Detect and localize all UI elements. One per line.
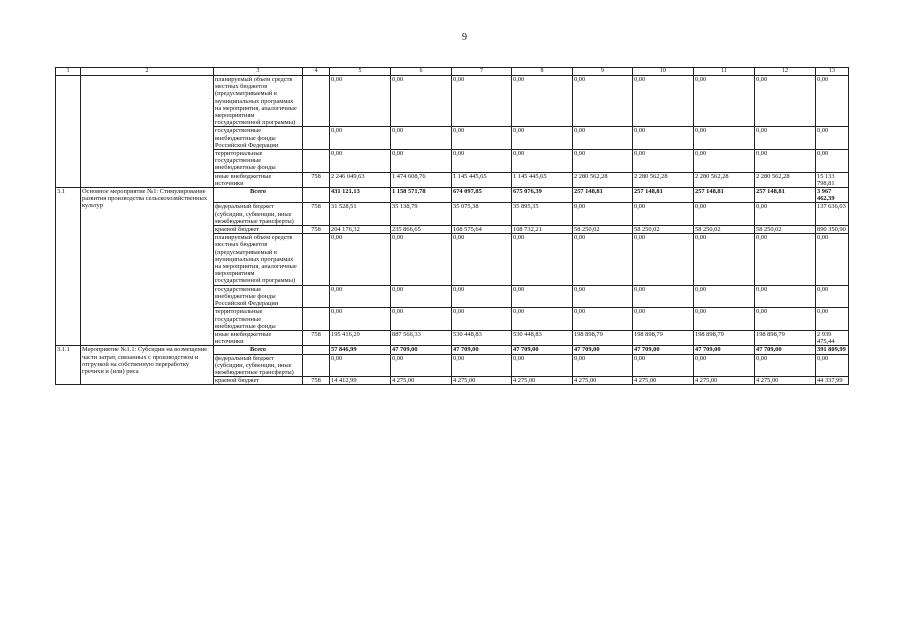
total-amount-cell: 431 121,13 — [330, 188, 391, 203]
budget-code — [303, 76, 330, 127]
funding-source: планируемый объем средств местных бюджетов (предусматриваемый в муниципальных программах на мероприятия, аналогичные мероприятиям государственной программы) — [214, 234, 303, 285]
section-total-row — [56, 346, 849, 354]
amount-cell: 4 275,00 — [512, 377, 573, 385]
amount-cell: 0,00 — [391, 150, 452, 173]
amount-cell: 0,00 — [330, 354, 391, 377]
total-amount-cell: 257 148,81 — [694, 188, 755, 203]
amount-cell: 195 416,29 — [330, 330, 391, 345]
total-amount-cell: 3 967 462,39 — [816, 188, 849, 203]
amount-cell: 0,00 — [816, 76, 849, 127]
amount-cell: 0,00 — [816, 234, 849, 285]
column-number: 10 — [633, 68, 694, 76]
amount-cell: 0,00 — [573, 285, 633, 308]
total-amount-cell: 47 709,00 — [452, 346, 512, 354]
column-number: 6 — [391, 68, 452, 76]
amount-cell: 530 448,83 — [512, 330, 573, 345]
row-number: 3.1 — [56, 188, 81, 346]
total-amount-cell: 257 148,81 — [633, 188, 694, 203]
amount-cell: 0,00 — [694, 354, 755, 377]
amount-cell: 2 246 049,63 — [330, 172, 391, 187]
funding-source: территориальные государственные внебюджетные фонды — [214, 150, 303, 173]
funding-source: федеральный бюджет (субсидии, субвенции, иные межбюджетные трансферты) — [214, 354, 303, 377]
amount-cell: 58 250,02 — [633, 226, 694, 234]
amount-cell: 2 280 562,28 — [694, 172, 755, 187]
amount-cell: 0,00 — [512, 354, 573, 377]
funding-source: территориальные государственные внебюджетные фонды — [214, 308, 303, 331]
amount-cell: 0,00 — [330, 76, 391, 127]
amount-cell: 0,00 — [816, 150, 849, 173]
amount-cell: 0,00 — [512, 150, 573, 173]
amount-cell: 0,00 — [694, 203, 755, 226]
amount-cell: 0,00 — [391, 285, 452, 308]
total-label: Всего — [214, 346, 303, 354]
column-number: 3 — [214, 68, 303, 76]
row-number: 3.1.1 — [56, 346, 81, 385]
table-body — [56, 68, 849, 385]
amount-cell: 35 138,79 — [391, 203, 452, 226]
amount-cell: 0,00 — [633, 150, 694, 173]
amount-cell: 108 575,64 — [452, 226, 512, 234]
amount-cell: 0,00 — [391, 127, 452, 150]
amount-cell: 14 412,99 — [330, 377, 391, 385]
amount-cell: 235 866,65 — [391, 226, 452, 234]
amount-cell: 0,00 — [391, 234, 452, 285]
funding-source: краевой бюджет — [214, 226, 303, 234]
amount-cell: 58 250,02 — [573, 226, 633, 234]
amount-cell: 0,00 — [452, 308, 512, 331]
amount-cell: 198 898,79 — [694, 330, 755, 345]
amount-cell: 0,00 — [512, 76, 573, 127]
amount-cell: 4 275,00 — [391, 377, 452, 385]
amount-cell: 35 075,38 — [452, 203, 512, 226]
amount-cell: 0,00 — [755, 285, 816, 308]
amount-cell: 0,00 — [633, 285, 694, 308]
budget-code: 758 — [303, 377, 330, 385]
amount-cell: 0,00 — [694, 76, 755, 127]
total-amount-cell: 47 709,00 — [694, 346, 755, 354]
amount-cell: 0,00 — [391, 76, 452, 127]
funding-source: государственные внебюджетные фонды Российской Федерации — [214, 127, 303, 150]
amount-cell: 890 350,90 — [816, 226, 849, 234]
budget-code — [303, 354, 330, 377]
amount-cell: 0,00 — [816, 285, 849, 308]
total-amount-cell: 47 709,00 — [512, 346, 573, 354]
amount-cell: 0,00 — [330, 308, 391, 331]
amount-cell: 0,00 — [452, 285, 512, 308]
amount-cell: 0,00 — [391, 308, 452, 331]
amount-cell: 0,00 — [512, 285, 573, 308]
amount-cell: 0,00 — [452, 150, 512, 173]
budget-table — [55, 67, 849, 385]
total-label: Всего — [214, 188, 303, 203]
amount-cell: 0,00 — [452, 354, 512, 377]
column-number: 7 — [452, 68, 512, 76]
amount-cell: 0,00 — [694, 285, 755, 308]
budget-code — [303, 127, 330, 150]
amount-cell: 0,00 — [452, 76, 512, 127]
column-number: 13 — [816, 68, 849, 76]
amount-cell: 0,00 — [755, 203, 816, 226]
budget-code — [303, 150, 330, 173]
total-amount-cell: 57 846,99 — [330, 346, 391, 354]
amount-cell: 35 895,35 — [512, 203, 573, 226]
amount-cell: 0,00 — [573, 76, 633, 127]
amount-cell: 0,00 — [633, 308, 694, 331]
amount-cell: 0,00 — [573, 234, 633, 285]
column-number: 4 — [303, 68, 330, 76]
amount-cell: 2 280 562,28 — [573, 172, 633, 187]
amount-cell: 0,00 — [816, 354, 849, 377]
budget-code: 758 — [303, 226, 330, 234]
amount-cell: 0,00 — [694, 308, 755, 331]
amount-cell: 0,00 — [573, 308, 633, 331]
budget-code: 758 — [303, 203, 330, 226]
column-number: 2 — [81, 68, 214, 76]
amount-cell: 198 898,79 — [633, 330, 694, 345]
amount-cell: 0,00 — [633, 234, 694, 285]
amount-cell: 0,00 — [755, 354, 816, 377]
total-amount-cell: 1 158 571,78 — [391, 188, 452, 203]
total-amount-cell: 47 709,00 — [633, 346, 694, 354]
amount-cell: 0,00 — [633, 76, 694, 127]
amount-cell: 15 133 798,81 — [816, 172, 849, 187]
amount-cell: 0,00 — [694, 234, 755, 285]
amount-cell: 0,00 — [755, 76, 816, 127]
budget-code — [303, 308, 330, 331]
budget-code — [303, 188, 330, 203]
total-amount-cell: 391 809,99 — [816, 346, 849, 354]
amount-cell: 0,00 — [755, 127, 816, 150]
amount-cell: 0,00 — [391, 354, 452, 377]
amount-cell: 0,00 — [755, 234, 816, 285]
amount-cell: 1 145 445,65 — [452, 172, 512, 187]
amount-cell: 0,00 — [816, 127, 849, 150]
total-amount-cell: 47 709,00 — [391, 346, 452, 354]
amount-cell: 0,00 — [694, 127, 755, 150]
funding-source: государственные внебюджетные фонды Российской Федерации — [214, 285, 303, 308]
amount-cell: 0,00 — [330, 127, 391, 150]
amount-cell: 530 448,83 — [452, 330, 512, 345]
amount-cell: 137 636,03 — [816, 203, 849, 226]
total-amount-cell: 257 148,81 — [573, 188, 633, 203]
total-amount-cell: 674 097,85 — [452, 188, 512, 203]
amount-cell: 0,00 — [573, 354, 633, 377]
amount-cell: 0,00 — [512, 127, 573, 150]
amount-cell: 44 337,99 — [816, 377, 849, 385]
page-number: 9 — [462, 32, 467, 43]
amount-cell: 2 939 475,44 — [816, 330, 849, 345]
amount-cell: 31 528,51 — [330, 203, 391, 226]
table-row — [56, 76, 849, 127]
amount-cell: 4 275,00 — [452, 377, 512, 385]
amount-cell: 0,00 — [816, 308, 849, 331]
amount-cell: 0,00 — [330, 285, 391, 308]
row-number — [56, 76, 81, 188]
amount-cell: 1 474 608,76 — [391, 172, 452, 187]
amount-cell: 4 275,00 — [694, 377, 755, 385]
column-number: 11 — [694, 68, 755, 76]
amount-cell: 108 732,21 — [512, 226, 573, 234]
column-number: 12 — [755, 68, 816, 76]
funding-source: иные внебюджетные источники — [214, 172, 303, 187]
amount-cell: 58 250,02 — [755, 226, 816, 234]
budget-code — [303, 234, 330, 285]
amount-cell: 0,00 — [633, 203, 694, 226]
funding-source: краевой бюджет — [214, 377, 303, 385]
amount-cell: 0,00 — [452, 234, 512, 285]
amount-cell: 4 275,00 — [633, 377, 694, 385]
activity-title: Мероприятие №1.1: Субсидии на возмещение части затрат, связанных с производством и отгрузкой на собственную переработку гречихи и (или) риса — [81, 346, 214, 385]
funding-source: планируемый объем средств местных бюджетов (предусматриваемый в муниципальных программах на мероприятия, аналогичные мероприятиям государственной программы) — [214, 76, 303, 127]
amount-cell: 0,00 — [330, 234, 391, 285]
column-number: 9 — [573, 68, 633, 76]
amount-cell: 2 280 562,28 — [633, 172, 694, 187]
amount-cell: 0,00 — [512, 234, 573, 285]
amount-cell: 887 566,33 — [391, 330, 452, 345]
amount-cell: 204 176,32 — [330, 226, 391, 234]
amount-cell: 0,00 — [694, 150, 755, 173]
amount-cell: 0,00 — [633, 354, 694, 377]
section-total-row — [56, 188, 849, 203]
funding-source: федеральный бюджет (субсидии, субвенции, иные межбюджетные трансферты) — [214, 203, 303, 226]
funding-source: иные внебюджетные источники — [214, 330, 303, 345]
amount-cell: 4 275,00 — [573, 377, 633, 385]
amount-cell: 0,00 — [452, 127, 512, 150]
budget-code — [303, 285, 330, 308]
activity-title — [81, 76, 214, 188]
amount-cell: 0,00 — [755, 150, 816, 173]
amount-cell: 0,00 — [330, 150, 391, 173]
amount-cell: 4 275,00 — [755, 377, 816, 385]
total-amount-cell: 47 709,00 — [755, 346, 816, 354]
column-number: 1 — [56, 68, 81, 76]
budget-code — [303, 346, 330, 354]
total-amount-cell: 675 076,39 — [512, 188, 573, 203]
budget-code: 758 — [303, 330, 330, 345]
budget-code: 758 — [303, 172, 330, 187]
column-number-row — [56, 68, 849, 76]
column-number: 8 — [512, 68, 573, 76]
amount-cell: 0,00 — [573, 150, 633, 173]
total-amount-cell: 257 148,81 — [755, 188, 816, 203]
amount-cell: 0,00 — [755, 308, 816, 331]
amount-cell: 198 898,79 — [755, 330, 816, 345]
amount-cell: 0,00 — [573, 127, 633, 150]
amount-cell: 2 280 562,28 — [755, 172, 816, 187]
amount-cell: 0,00 — [633, 127, 694, 150]
total-amount-cell: 47 709,00 — [573, 346, 633, 354]
amount-cell: 58 250,02 — [694, 226, 755, 234]
amount-cell: 0,00 — [512, 308, 573, 331]
column-number: 5 — [330, 68, 391, 76]
activity-title: Основное мероприятие №1: Стимулирование развития производства сельскохозяйственных культур — [81, 188, 214, 346]
amount-cell: 1 145 445,65 — [512, 172, 573, 187]
amount-cell: 198 898,79 — [573, 330, 633, 345]
amount-cell: 0,00 — [573, 203, 633, 226]
